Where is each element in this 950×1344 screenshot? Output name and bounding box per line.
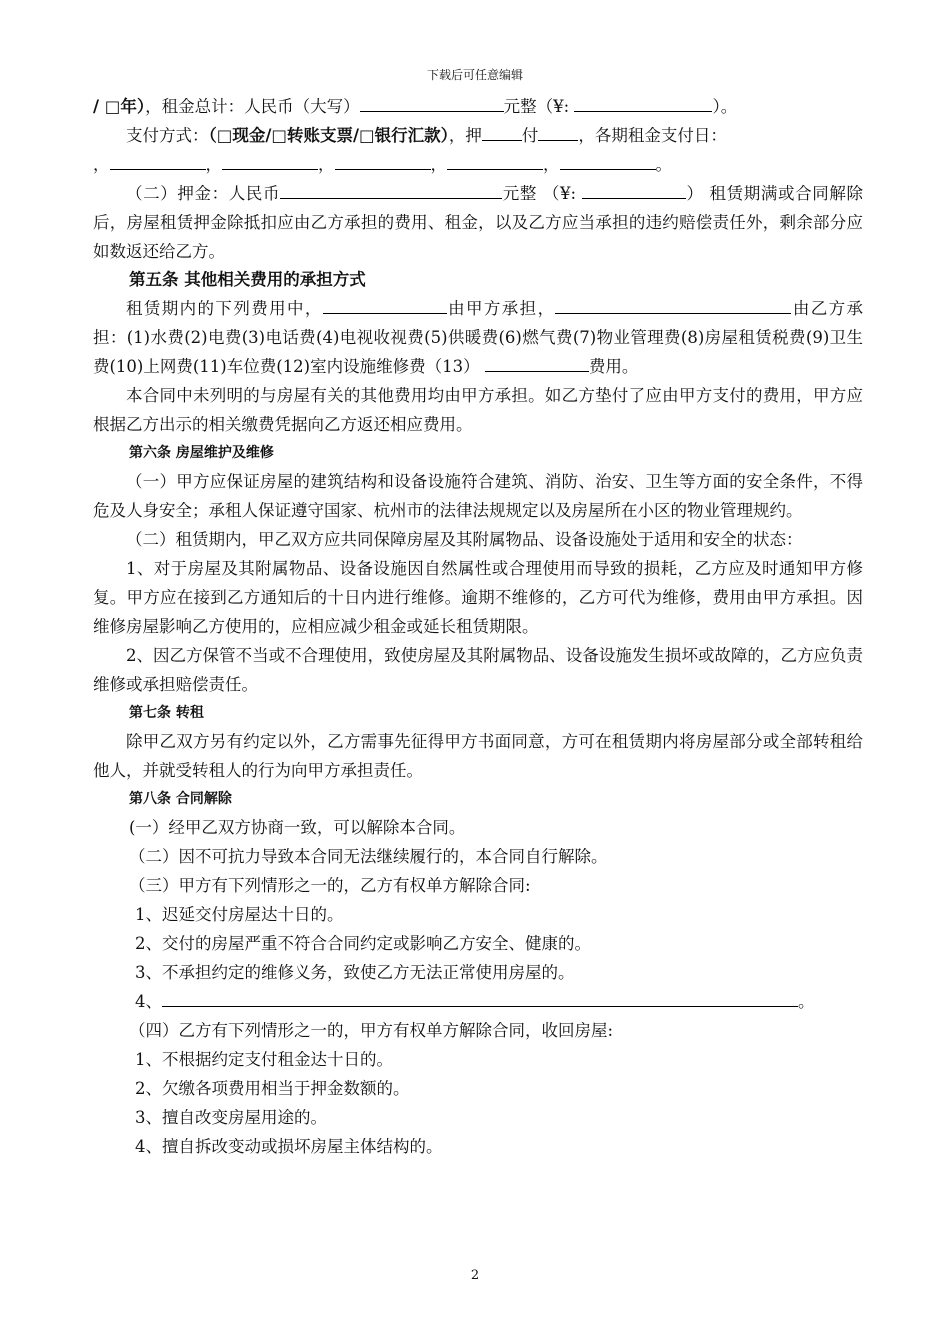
deposit-words-blank[interactable] (280, 181, 502, 199)
article-8-clause-3: （三）甲方有下列情形之一的，乙方有权单方解除合同: (129, 876, 531, 895)
item-number: 4、 (135, 992, 162, 1011)
period: 。 (655, 155, 672, 174)
payment-date-blank[interactable] (335, 152, 431, 170)
deposit-paragraph (93, 179, 863, 266)
pay-months-label: 付 (521, 126, 539, 145)
party-a-fees-blank[interactable] (323, 296, 447, 314)
payment-dates-line (93, 150, 863, 179)
a5-fee-list: 由乙方承担：(1)水费(2)电费(3)电话费(4)电视收视费(5)供暖费(6)燃气费(7)物业管理费(8)房屋租赁税费(9)卫生费(10)上网费(11)车位费(12)室内设施维修费（13） (93, 299, 864, 376)
article-6-item-1: 1、对于房屋及其附属物品、设备设施因自然属性或合理使用而导致的损耗，乙方应及时通知甲方修复。甲方应在接到乙方通知后的十日内进行维修。逾期不维修的，乙方可代为维修，费用由甲方承担。因维修房屋影响乙方使用的，应相应减少租金或延长租赁期限。 (93, 559, 863, 636)
payment-date-blank[interactable] (110, 152, 206, 170)
rent-total-words-blank[interactable] (360, 94, 504, 112)
term-unit: / □年） (93, 97, 146, 116)
other-condition-blank[interactable] (162, 989, 798, 1007)
article-8-heading: 第八条 合同解除 (129, 791, 232, 807)
rent-total-line (93, 92, 863, 121)
article-5-heading: 第五条 其他相关费用的承担方式 (129, 270, 366, 289)
deposit-months-blank[interactable] (482, 123, 522, 141)
article-8-clause-2: （二）因不可抗力导致本合同无法继续履行的，本合同自行解除。 (129, 847, 608, 866)
article-8-item: 3、擅自改变房屋用途的。 (135, 1108, 327, 1127)
period: 。 (798, 992, 815, 1011)
article-7-paragraph: 除甲乙双方另有约定以外，乙方需事先征得甲方书面同意，方可在租赁期内将房屋部分或全部转租给他人，并就受转租人的行为向甲方承担责任。 (93, 732, 863, 780)
page-number: 2 (470, 1268, 480, 1283)
article-8-clause-1: (一）经甲乙双方协商一致，可以解除本合同。 (129, 818, 466, 837)
article-8-item: 2、欠缴各项费用相当于押金数额的。 (135, 1079, 410, 1098)
comma: ， (205, 155, 222, 174)
payment-dates-label: ，各期租金支付日： (578, 126, 727, 145)
a5-text: 由甲方承担， (446, 299, 556, 318)
comma: ， (93, 155, 110, 174)
article-8-item: 4、擅自拆改变动或损坏房屋主体结构的。 (135, 1137, 443, 1156)
payment-method-label: 支付方式： (126, 126, 209, 145)
document-body (93, 92, 863, 1161)
deposit-text: ） 租赁期满或合同解除后，房屋租赁押金除抵扣应由乙方承担的费用、租金，以及乙方应当承担的违约赔偿责任外，剩余部分应如数返还给乙方。 (93, 184, 863, 261)
payment-date-blank[interactable] (222, 152, 318, 170)
payment-method-options: （□现金/□转账支票/□银行汇款） (208, 126, 449, 145)
pay-months-blank[interactable] (538, 123, 578, 141)
article-6-heading: 第六条 房屋维护及维修 (129, 445, 274, 461)
rent-total-number-blank[interactable] (574, 94, 712, 112)
article-8-item: 1、不根据约定支付租金达十日的。 (135, 1050, 393, 1069)
a5-text: 租赁期内的下列费用中， (126, 299, 323, 318)
comma: ， (430, 155, 447, 174)
article-6-clause-2: （二）租赁期内，甲乙双方应共同保障房屋及其附属物品、设备设施处于适用和安全的状态： (126, 530, 803, 549)
article-6-clause-1: （一）甲方应保证房屋的建筑结构和设备设施符合建筑、消防、治安、卫生等方面的安全条件，不得危及人身安全；承租人保证遵守国家、杭州市的法律法规规定以及房屋所在小区的物业管理规约。 (93, 472, 863, 520)
party-b-fees-blank[interactable] (555, 296, 791, 314)
article-5-paragraph-2: 本合同中未列明的与房屋有关的其他费用均由甲方承担。如乙方垫付了应由甲方支付的费用，甲方应根据乙方出示的相关缴费凭据向乙方返还相应费用。 (93, 386, 863, 434)
article-8-item: 2、交付的房屋严重不符合合同约定或影响乙方安全、健康的。 (135, 934, 591, 953)
article-5-paragraph (93, 294, 863, 381)
rent-total-label: ，租金总计：人民币（大写） (145, 97, 360, 116)
deposit-months-label: ，押 (448, 126, 482, 145)
article-8-item: 3、不承担约定的维修义务，致使乙方无法正常使用房屋的。 (135, 963, 575, 982)
article-8-item-4 (93, 987, 863, 1016)
other-fee-blank[interactable] (485, 354, 589, 372)
payment-method-line (93, 121, 863, 150)
article-8-clause-4: （四）乙方有下列情形之一的，甲方有权单方解除合同，收回房屋: (129, 1021, 614, 1040)
deposit-yuan-label: 元整 （¥: (502, 184, 577, 203)
deposit-number-blank[interactable] (582, 181, 686, 199)
comma: ， (543, 155, 560, 174)
deposit-label: （二）押金：人民币 (126, 184, 281, 203)
rent-total-end: ）。 (712, 97, 738, 116)
comma: ， (318, 155, 335, 174)
payment-date-blank[interactable] (447, 152, 543, 170)
article-8-item: 1、迟延交付房屋达十日的。 (135, 905, 344, 924)
article-7-heading: 第七条 转租 (129, 705, 204, 721)
article-6-item-2: 2、因乙方保管不当或不合理使用，致使房屋及其附属物品、设备设施发生损坏或故障的，乙方应负责维修或承担赔偿责任。 (93, 646, 863, 694)
page-header: 下载后可任意编辑 (426, 68, 523, 82)
payment-date-blank[interactable] (560, 152, 656, 170)
rent-total-yuan-label: 元整（¥: (503, 97, 570, 116)
a5-text: 费用。 (588, 357, 639, 376)
